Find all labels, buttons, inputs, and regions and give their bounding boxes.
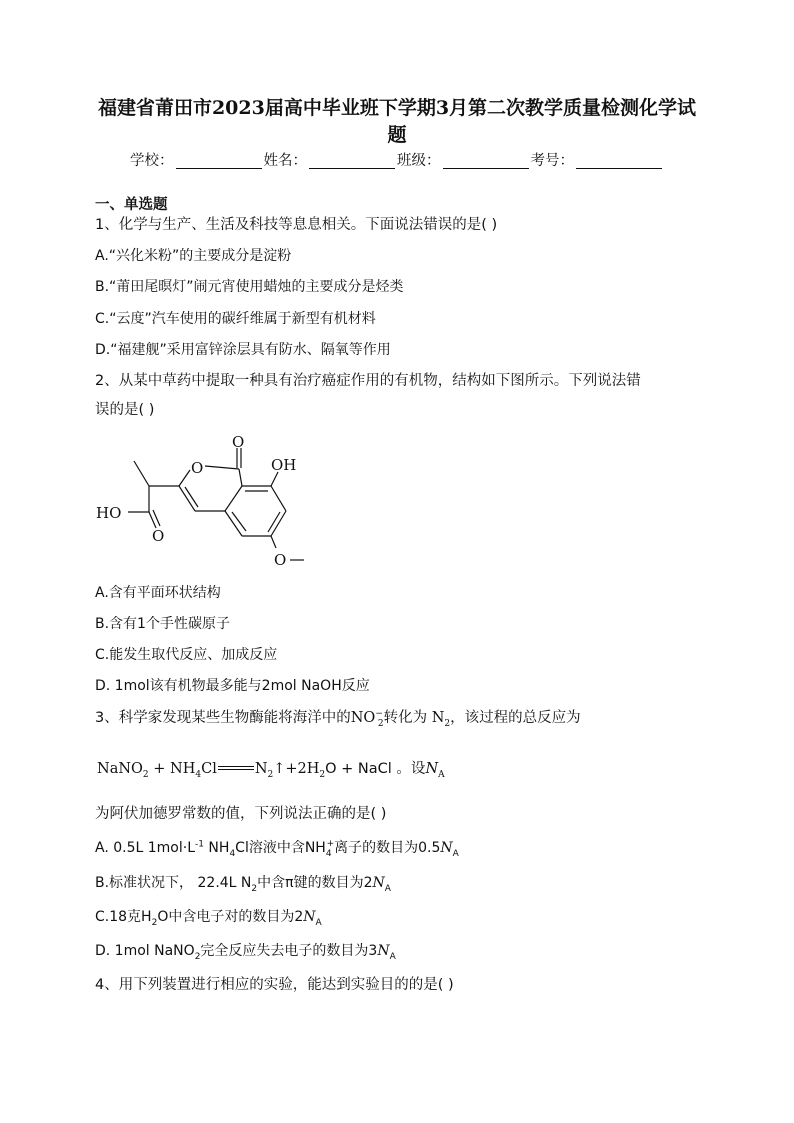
q3-stem2: 为阿伏加德罗常数的值，下列说法正确的是( )	[95, 806, 387, 822]
equals-sign-icon	[218, 766, 254, 772]
q3c-na: N	[303, 909, 316, 925]
eq-nano2: NaNO	[97, 761, 143, 777]
q3-stem-c: ，该过程的总反应为	[450, 710, 581, 726]
q3-n2	[427, 710, 451, 729]
q3a-sup2: +	[326, 839, 335, 850]
school-blank[interactable]	[176, 152, 262, 169]
q1-option-a: A.“兴化米粉”的主要成分是淀粉	[95, 248, 292, 264]
eq-sub1: 2	[142, 769, 149, 780]
q1-stem: 1、化学与生产、生活及科技等息息相关。下面说法错误的是( )	[95, 217, 498, 233]
name-blank[interactable]	[309, 152, 395, 169]
student-info-row	[0, 151, 794, 171]
q3-n2-text: N	[431, 710, 445, 726]
q3-no2-sub: 2	[377, 718, 384, 729]
mol-ho: HO	[96, 504, 122, 522]
q3-option-c	[95, 907, 705, 927]
eq-sub2: 4	[195, 769, 202, 780]
q3-option-a	[95, 838, 705, 858]
mol-o-top: O	[232, 433, 245, 451]
mol-oh: OH	[271, 456, 297, 474]
q3d-pre: D. 1mol NaNO	[95, 943, 195, 959]
q2-option-c: C.能发生取代反应、加成反应	[95, 647, 278, 663]
q3b-na: N	[372, 875, 385, 891]
molecule-structure	[92, 428, 314, 578]
number-label: 考号：	[530, 153, 574, 169]
q2-option-a: A.含有平面环状结构	[95, 585, 221, 601]
q3b-post: 中含π键的数目为2	[257, 875, 373, 891]
q3-no2	[350, 709, 384, 729]
q1-option-c: C.“云度”汽车使用的碳纤维属于新型有机材料	[95, 311, 376, 327]
q3d-na: N	[377, 943, 390, 959]
q3c-pre: C.18克H	[95, 909, 152, 925]
q3-n2-sub: 2	[444, 718, 451, 729]
q3a-na: N	[440, 840, 453, 856]
q2-option-d: D. 1mol该有机物最多能与2mol NaOH反应	[95, 678, 370, 694]
q3a-sub: 4	[229, 848, 236, 859]
mol-o-acid: O	[152, 527, 165, 545]
q3-no2-text: NO	[350, 710, 376, 726]
q3a-mid2: Cl溶液中含NH	[235, 840, 326, 856]
mol-o-methoxy: O	[274, 551, 287, 569]
section-heading: 一、单选题	[95, 197, 168, 213]
name-label: 姓名：	[263, 153, 307, 169]
eq-n2: N	[254, 761, 268, 777]
q2-option-b: B.含有1个手性碳原子	[95, 616, 230, 632]
q3a-post: 离子的数目为0.5	[334, 840, 441, 856]
q3a-mid: NH	[203, 840, 230, 856]
q3a-pre: A. 0.5L 1mol·L	[95, 840, 195, 856]
q3d-sub: 2	[194, 951, 201, 962]
q2-stem-line2: 误的是( )	[95, 402, 155, 418]
q3b-pre: B.标准状况下， 22.4L N	[95, 875, 252, 891]
eq-sub4: 2	[267, 769, 274, 780]
q3-stem	[95, 708, 705, 728]
eq-na-sub: A	[438, 769, 445, 780]
eq-nacl: O + NaCl 。设	[325, 761, 426, 777]
page-title: 福建省莆田市2023届高中毕业班下学期3月第二次教学质量检测化学试题	[97, 97, 697, 146]
q3b-na-sub: A	[384, 883, 391, 894]
eq-cl: Cl	[201, 761, 217, 777]
q3a-sup: -1	[195, 839, 204, 850]
q1-option-d: D.“福建舰”采用富锌涂层具有防水、隔氧等作用	[95, 342, 391, 358]
school-label: 学校：	[130, 153, 174, 169]
q3-equation	[97, 757, 445, 778]
mol-o-ring: O	[191, 459, 204, 477]
q3-option-d	[95, 941, 705, 961]
q4-stem: 4、用下列装置进行相应的实验，能达到实验目的的是( )	[95, 977, 454, 993]
q3-option-b	[95, 873, 705, 893]
q1-option-b: B.“莆田尾暝灯”闹元宵使用蜡烛的主要成分是烃类	[95, 279, 404, 295]
q3a-sub2: 4	[325, 848, 332, 859]
q3d-na-sub: A	[389, 951, 396, 962]
q3c-sub: 2	[151, 917, 158, 928]
q3b-sub: 2	[251, 883, 258, 894]
q3c-na-sub: A	[315, 917, 322, 928]
q3-stem-b: 转化为	[383, 710, 428, 726]
number-blank[interactable]	[576, 152, 662, 169]
q3-stem-a: 3、科学家发现某些生物酶能将海洋中的	[95, 710, 351, 726]
q3-no2-sup: −	[375, 709, 383, 720]
class-blank[interactable]	[443, 152, 529, 169]
eq-sub5: 2	[319, 769, 326, 780]
q3c-post: O中含电子对的数目为2	[157, 909, 304, 925]
class-label: 班级：	[397, 153, 441, 169]
eq-nh4: + NH	[148, 761, 196, 777]
q3a-na-sub: A	[452, 848, 459, 859]
eq-na: N	[425, 761, 439, 777]
q3d-post: 完全反应失去电子的数目为3	[200, 943, 378, 959]
eq-h2o: ↑+2H	[273, 761, 320, 777]
q2-stem-line1: 2、从某中草药中提取一种具有治疗癌症作用的有机物，结构如下图所示。下列说法错	[95, 373, 641, 389]
